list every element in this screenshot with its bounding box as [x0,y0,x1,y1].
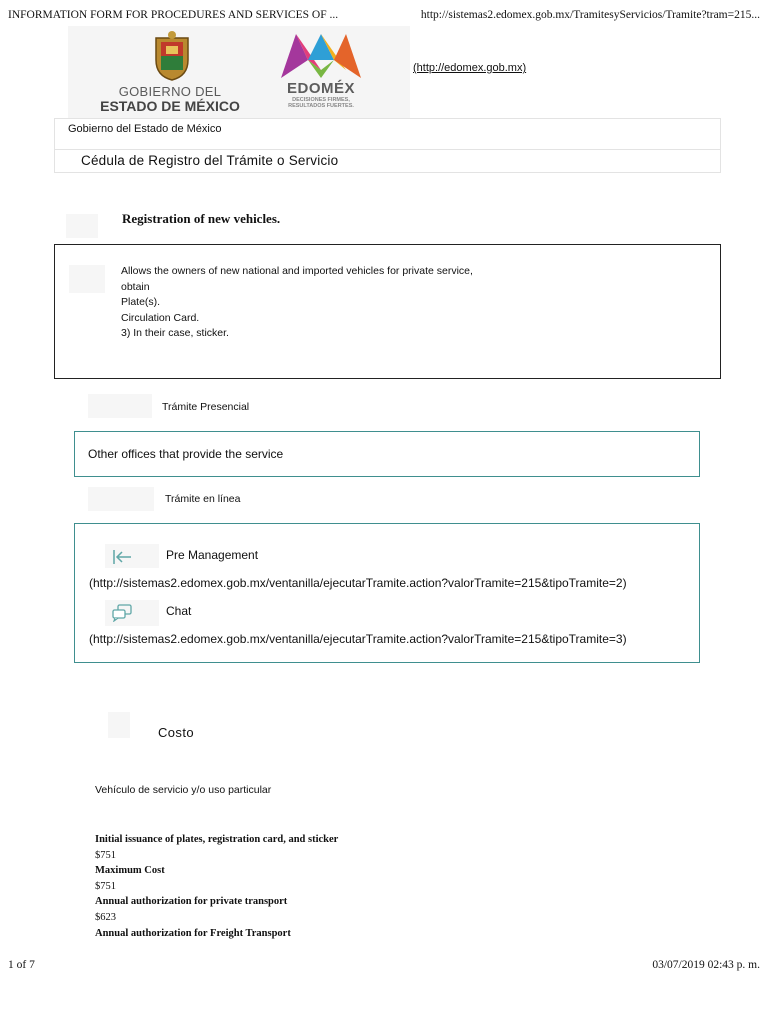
page-title-bar [54,149,721,173]
print-page-title: INFORMATION FORM FOR PROCEDURES AND SERVICES OF ... [8,9,339,21]
print-page-number: 1 of 7 [8,959,35,971]
cost-item-label: Maximum Cost [95,865,165,877]
procedure-title: Registration of new vehicles. [122,211,281,226]
cost-list [95,832,338,941]
edomex-site-link[interactable]: (http://edomex.gob.mx) [413,62,527,74]
placeholder-image [66,214,98,238]
cost-item-value: $623 [95,911,116,923]
cost-item-value: $751 [95,880,116,892]
description-line: Plate(s). [121,296,161,308]
placeholder-image [69,265,105,293]
description-line: obtain [121,280,150,293]
pre-management-url[interactable]: (http://sistemas2.edomex.gob.mx/ventanilla/ejecutarTramite.action?valorTramite=215&tipoTramite=2) [89,576,627,590]
placeholder-image [88,487,154,511]
chat-bubbles-icon [111,604,133,622]
edomex-wordmark [276,80,366,109]
description-line: 3) In their case, sticker. [121,327,229,339]
cost-item-label: Initial issuance of plates, registration card, and sticker [95,834,339,845]
edomex-brand: EDOMÉX [286,80,355,97]
coat-of-arms-icon [148,30,196,82]
description-line: Circulation Card. [121,311,200,324]
description-line: Allows the owners of new national and imported vehicles for private service, [121,265,473,277]
vehicle-category: Vehículo de servicio y/o uso particular [95,784,272,796]
print-page-url: http://sistemas2.edomex.gob.mx/TramitesyServicios/Tramite?tram=215... [420,9,760,21]
chat-url[interactable]: (http://sistemas2.edomex.gob.mx/ventanilla/ejecutarTramite.action?valorTramite=215&tipoTramite=3) [89,632,627,646]
gobierno-line-2: ESTADO DE MÉXICO [100,98,240,114]
cost-heading: Costo [158,725,194,740]
government-banner [68,26,410,118]
pre-management-option[interactable]: Pre Management [166,548,259,562]
other-offices-box[interactable] [74,431,700,477]
edomex-tagline-1: DECISIONES FIRMES, [292,97,350,103]
arrow-left-to-bar-icon [111,548,133,566]
print-datetime: 03/07/2019 02:43 p. m. [652,959,760,971]
description-text [121,264,473,342]
government-name: Gobierno del Estado de México [68,123,222,135]
page-title: Cédula de Registro del Trámite o Servicio [81,153,339,168]
in-person-label: Trámite Presencial [162,401,250,413]
cost-item-label: Annual authorization for Freight Transport [95,927,291,939]
gobierno-wordmark [90,84,250,114]
description-box [54,244,721,379]
cost-item-value: $751 [95,849,116,861]
gobierno-line-1: GOBIERNO DEL [118,84,222,99]
other-offices-link[interactable]: Other offices that provide the service [88,447,284,461]
online-options-box [74,523,700,663]
government-name-bar [54,118,721,150]
online-label: Trámite en línea [165,493,241,505]
chat-option[interactable]: Chat [166,604,192,618]
cost-item-label: Annual authorization for private transport [95,896,288,908]
placeholder-image [88,394,152,418]
placeholder-image [108,712,130,738]
edomex-tagline-2: RESULTADOS FUERTES. [288,103,354,109]
edomex-logo-icon [276,30,366,80]
